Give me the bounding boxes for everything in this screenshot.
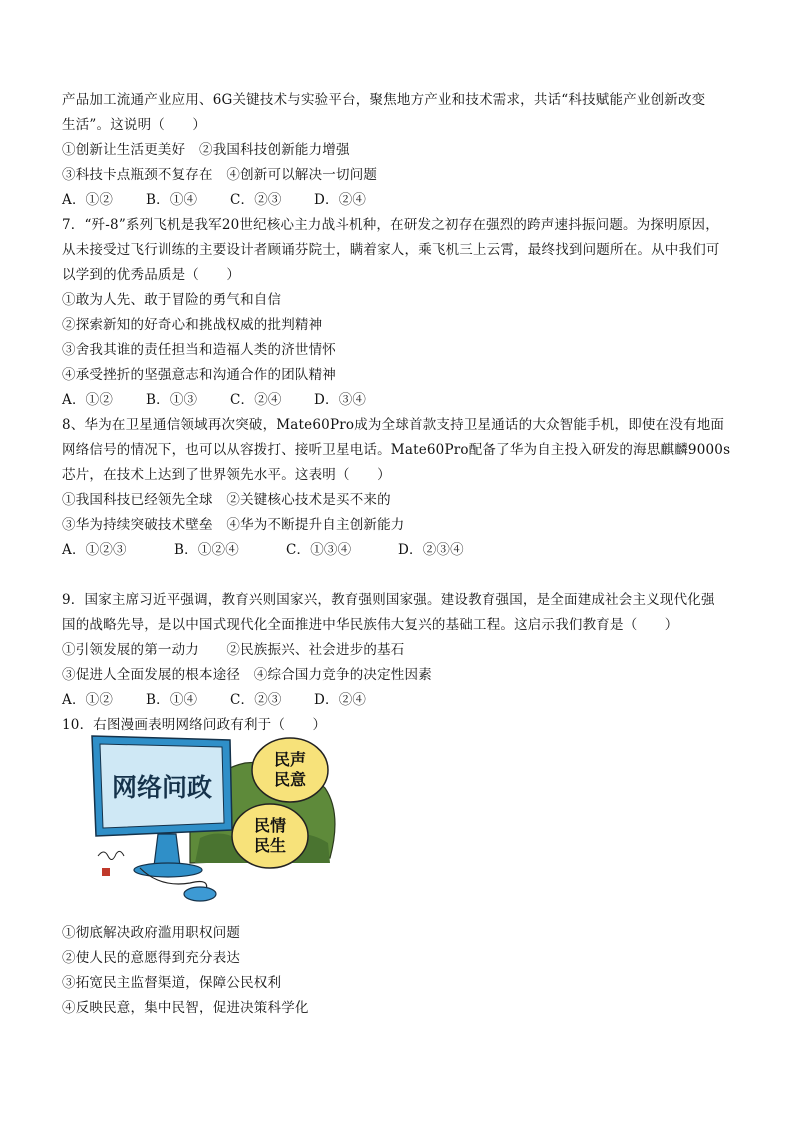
q6-option-a[interactable]: A．①②: [62, 192, 114, 208]
q10-statement-1: ①彻底解决政府滥用职权问题: [62, 925, 241, 941]
q6-option-c[interactable]: C．②③: [230, 192, 282, 208]
q9-stem-line2: 国的战略先导，是以中国式现代化全面推进中华民族伟大复兴的基础工程。这启示我们教育是（ ）: [62, 617, 679, 633]
q7-stem-line1: 7．“歼-8”系列飞机是我军20世纪核心主力战斗机种，在研发之初存在强烈的跨声速抖振问题。为探明原因，: [62, 217, 719, 233]
q8-option-d[interactable]: D．②③④: [398, 542, 464, 558]
q9-option-d[interactable]: D．②④: [314, 692, 367, 708]
online-politics-cartoon: [80, 718, 350, 903]
q8-statement-1: ①我国科技已经领先全球 ②关键核心技术是买不来的: [62, 492, 391, 508]
q8-option-b[interactable]: B．①②④: [174, 542, 239, 558]
q7-options: [62, 391, 366, 409]
q6-stem-line1: 产品加工流通产业应用、6G关键技术与实验平台，聚焦地方产业和技术需求，共话“科技赋能产业创新改变: [62, 92, 706, 108]
q8-option-c[interactable]: C．①③④: [286, 542, 352, 558]
q7-statement-3: ③舍我其谁的责任担当和造福人类的济世情怀: [62, 342, 336, 358]
bubble2-line2: 民生: [253, 836, 287, 855]
q6-statement-1: ①创新让生活更美好 ②我国科技创新能力增强: [62, 142, 350, 158]
q10-statement-4: ④反映民意，集中民智，促进决策科学化: [62, 1000, 309, 1016]
q10-statement-3: ③拓宽民主监督渠道，保障公民权利: [62, 975, 282, 991]
seal-stamp: [102, 868, 110, 876]
q7-option-c[interactable]: C．②④: [230, 392, 282, 408]
q7-option-a[interactable]: A．①②: [62, 392, 114, 408]
q7-statement-2: ②探索新知的好奇心和挑战权威的批判精神: [62, 317, 323, 333]
q6-option-d[interactable]: D．②④: [314, 192, 367, 208]
q6-options: [62, 191, 366, 209]
q7-stem-line2: 从未接受过飞行训练的主要设计者顾诵芬院士，瞒着家人，乘飞机三上云霄，最终找到问题所在。从中我们可: [62, 242, 720, 258]
q6-stem-line2: 生活”。这说明（ ）: [62, 117, 207, 133]
q7-statement-1: ①敢为人先、敢于冒险的勇气和自信: [62, 292, 282, 308]
q10-statement-2: ②使人民的意愿得到充分表达: [62, 950, 241, 966]
q8-stem-line1: 8、华为在卫星通信领域再次突破，Mate60Pro成为全球首款支持卫星通话的大众智能手机，即使在没有地面: [62, 417, 725, 433]
q8-statement-2: ③华为持续突破技术壁垒 ④华为不断提升自主创新能力: [62, 517, 405, 533]
q8-stem-line3: 芯片，在技术上达到了世界领先水平。这表明（ ）: [62, 467, 391, 483]
q8-options: [62, 541, 464, 559]
q9-option-b[interactable]: B．①④: [146, 692, 198, 708]
q8-stem-line2: 网络信号的情况下，也可以从容拨打、接听卫星电话。Mate60Pro配备了华为自主投入研发的海思麒麟9000s: [62, 442, 731, 458]
q7-option-b[interactable]: B．①③: [146, 392, 198, 408]
signature-mark: [98, 851, 124, 859]
q8-option-a[interactable]: A．①②③: [62, 542, 127, 558]
q9-statement-1: ①引领发展的第一动力 ②民族振兴、社会进步的基石: [62, 642, 405, 658]
mouse-icon: [184, 887, 216, 901]
q6-option-b[interactable]: B．①④: [146, 192, 198, 208]
q7-stem-line3: 以学到的优秀品质是（ ）: [62, 267, 241, 283]
q6-statement-2: ③科技卡点瓶颈不复存在 ④创新可以解决一切问题: [62, 167, 378, 183]
screen-text: 网络问政: [111, 773, 213, 802]
q7-option-d[interactable]: D．③④: [314, 392, 367, 408]
q9-stem-line1: 9．国家主席习近平强调，教育兴则国家兴，教育强则国家强。建设教育强国，是全面建成社会主义现代化强: [62, 592, 715, 608]
bubble2-line1: 民情: [253, 816, 287, 835]
q7-statement-4: ④承受挫折的坚强意志和沟通合作的团队精神: [62, 367, 336, 383]
q9-option-c[interactable]: C．②③: [230, 692, 282, 708]
q10-stem: 10．右图漫画表明网络问政有利于（ ）: [62, 717, 327, 733]
q9-statement-2: ③促进人全面发展的根本途径 ④综合国力竞争的决定性因素: [62, 667, 432, 683]
q9-option-a[interactable]: A．①②: [62, 692, 114, 708]
bubble1-line2: 民意: [273, 770, 307, 789]
q9-options: [62, 691, 366, 709]
bubble1-line1: 民声: [273, 750, 307, 769]
